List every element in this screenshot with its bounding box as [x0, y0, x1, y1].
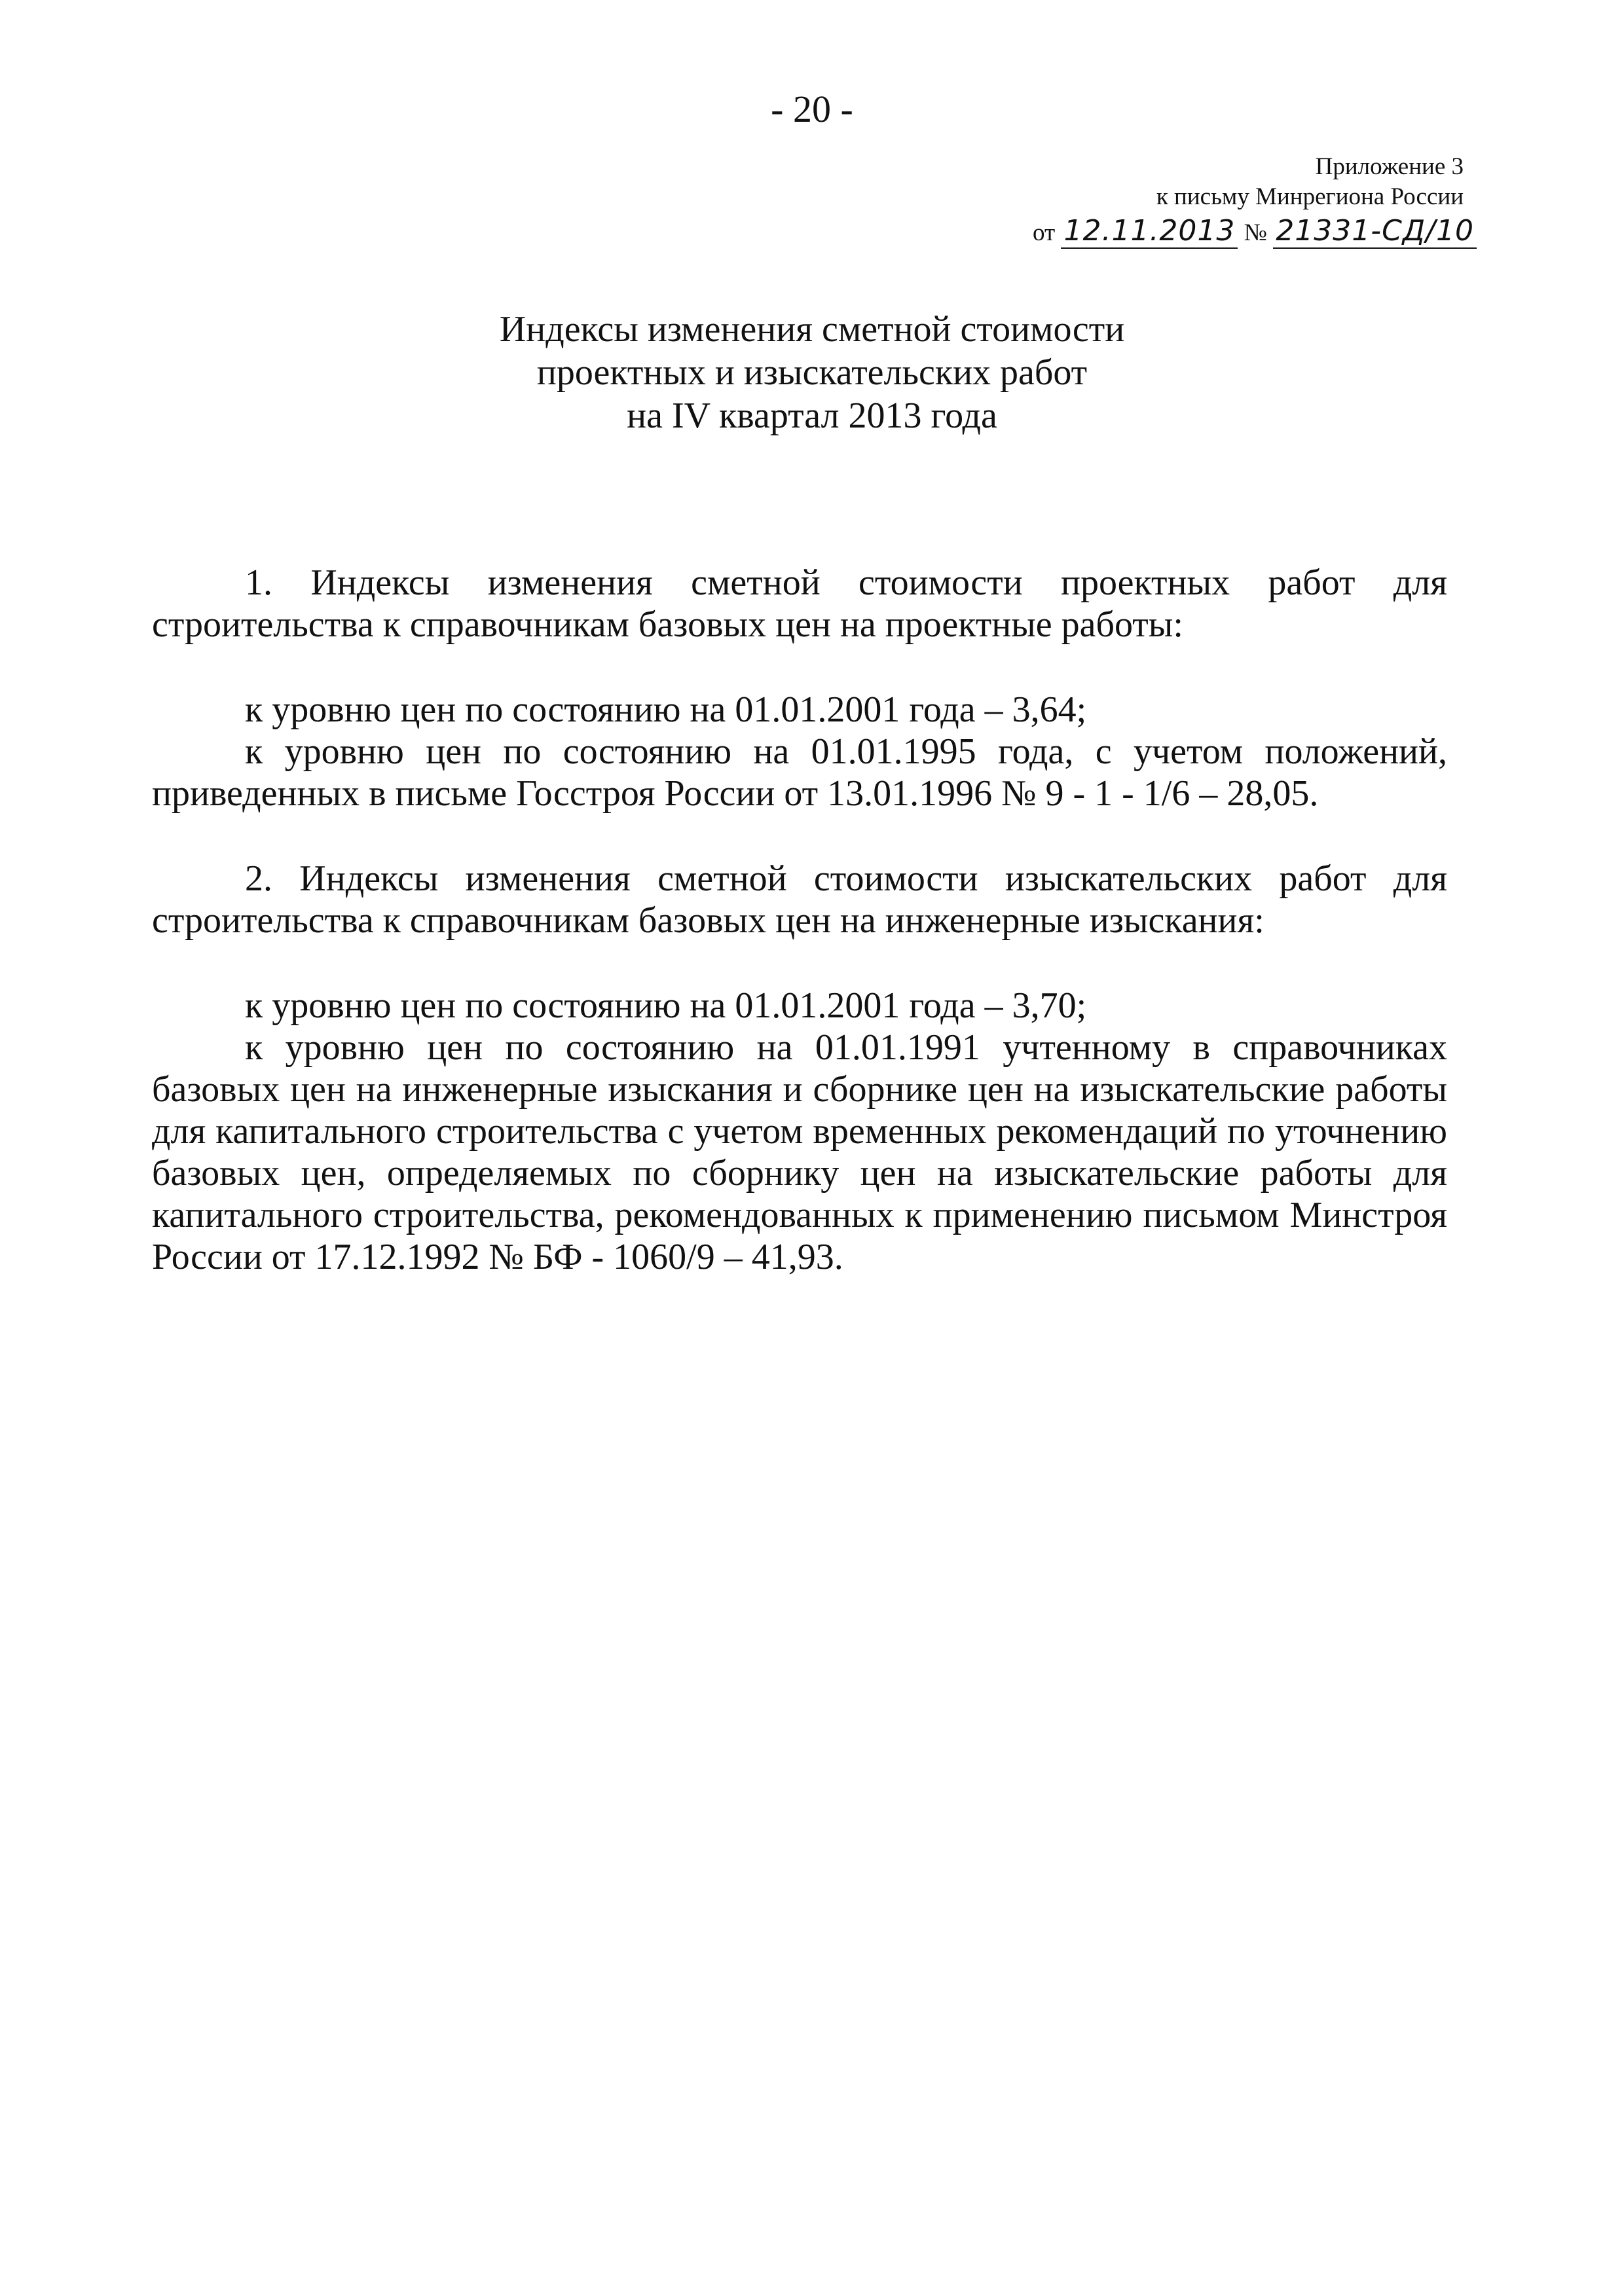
handwritten-number: 21331-СД/10 — [1273, 214, 1477, 249]
section-1-item-2: к уровню цен по состоянию на 01.01.1995 года, с учетом положений, приведенных в письме Госстроя России от 13.01.1996 № 9 - 1 - 1/6 – 28,05. — [152, 731, 1447, 814]
number-prefix: № — [1244, 219, 1267, 246]
section-2-item-1: к уровню цен по состоянию на 01.01.2001 года – 3,70; — [245, 985, 1087, 1026]
section-1-item-1: к уровню цен по состоянию на 01.01.2001 года – 3,64; — [245, 689, 1087, 730]
appendix-header — [1020, 152, 1474, 248]
title-line-1: Индексы изменения сметной стоимости — [499, 309, 1125, 350]
section-2-item-2: к уровню цен по состоянию на 01.01.1991 учтенному в справочниках базовых цен на инженерные изыскания и сборнике цен на изыскательские работы для капитального строительства с учетом временных рекомендаций по уточнению базовых цен, определяемых по сборнику цен на изыскательские работы для капитального строительства, рекомендованных к применению письмом Минстроя России от 17.12.1992 № БФ - 1060/9 – 41,93. — [152, 1027, 1447, 1277]
appendix-title: Приложение 3 — [1315, 153, 1464, 180]
document-body — [152, 562, 1447, 1278]
title-line-2: проектных и изыскательских работ — [536, 352, 1088, 393]
handwritten-date: 12.11.2013 — [1061, 214, 1238, 249]
date-prefix: от — [1033, 219, 1056, 246]
page-number: - 20 - — [771, 88, 853, 130]
section-2-heading: 2. Индексы изменения сметной стоимости изыскательских работ для строительства к справочникам базовых цен на инженерные изыскания: — [152, 858, 1447, 941]
section-1-heading: 1. Индексы изменения сметной стоимости проектных работ для строительства к справочникам базовых цен на проектные работы: — [152, 562, 1447, 645]
appendix-reference — [1033, 216, 1477, 248]
appendix-subtitle: к письму Минрегиона России — [1156, 183, 1464, 210]
title-line-3: на IV квартал 2013 года — [627, 395, 997, 436]
document-title — [0, 308, 1624, 437]
